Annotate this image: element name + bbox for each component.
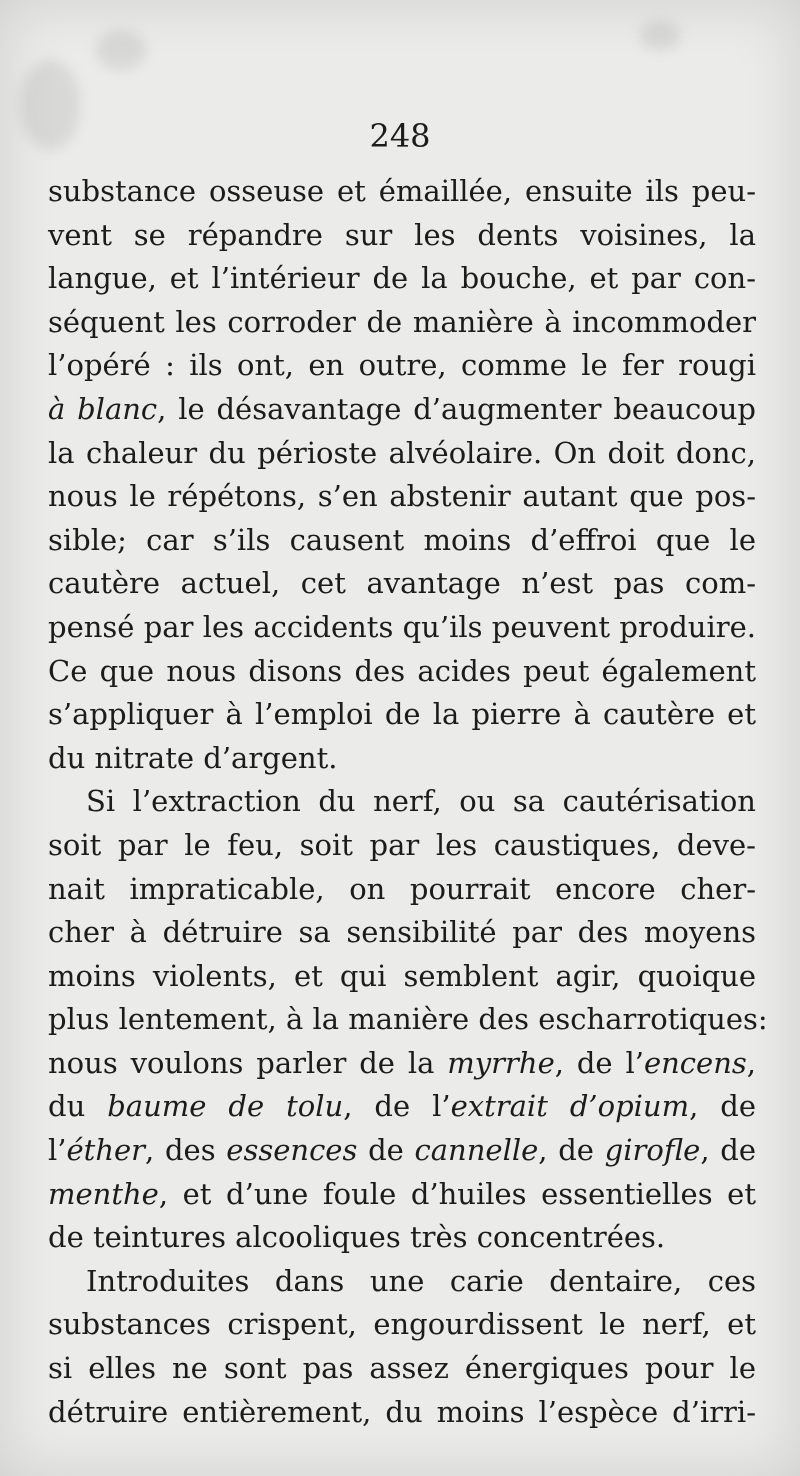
text-line <box>48 868 756 912</box>
italic-text: essences <box>226 1133 358 1168</box>
text-line <box>48 170 756 214</box>
text-segment: l’ <box>48 1133 67 1168</box>
text-segment: moins violents, et qui semblent agir, quoique <box>48 958 756 993</box>
text-line <box>48 519 756 563</box>
text-segment: plus lentement, à la manière des escharrotiques: <box>48 1002 768 1037</box>
text-segment: nous voulons parler de la <box>48 1045 448 1080</box>
text-segment: Ce que nous disons des acides peut également <box>48 653 756 688</box>
text-segment: nous le répétons, s’en abstenir autant que pos- <box>48 479 756 514</box>
text-segment: , de l’ <box>554 1045 644 1080</box>
text-segment: Introduites dans une carie dentaire, ces <box>86 1263 756 1298</box>
text-line <box>48 737 756 781</box>
text-segment: la chaleur du périoste alvéolaire. On doit donc, <box>48 435 756 470</box>
text-segment: vent se répandre sur les dents voisines, la <box>48 217 756 252</box>
italic-text: éther <box>66 1133 146 1168</box>
text-segment: détruire entièrement, du moins l’espèce d’irri- <box>48 1394 756 1429</box>
text-line <box>48 998 768 1042</box>
text-line <box>48 1173 756 1217</box>
italic-text: cannelle <box>414 1133 539 1168</box>
text-line <box>48 1303 756 1347</box>
text-segment: , de <box>689 1089 757 1124</box>
italic-text: à blanc <box>48 391 158 426</box>
text-line <box>48 606 756 650</box>
text-line <box>48 1042 756 1086</box>
text-line <box>48 1216 756 1260</box>
text-line <box>48 911 756 955</box>
text-segment: nait impraticable, on pourrait encore cher- <box>48 871 756 906</box>
text-segment: substances crispent, engourdissent le nerf, et <box>48 1307 756 1342</box>
page-stain <box>96 30 146 70</box>
text-segment: de teintures alcooliques très concentrées. <box>48 1220 666 1255</box>
text-line <box>48 432 756 476</box>
italic-text: menthe <box>48 1176 159 1211</box>
text-line <box>48 344 756 388</box>
text-segment: , et d’une foule d’huiles essentielles et <box>158 1176 756 1211</box>
text-line <box>48 475 756 519</box>
text-segment: si elles ne sont pas assez énergiques pour le <box>48 1351 756 1386</box>
text-segment: , le désavantage d’augmenter beaucoup <box>157 391 756 426</box>
text-segment: langue, et l’intérieur de la bouche, et par con- <box>48 261 756 296</box>
italic-text: encens <box>643 1045 747 1080</box>
text-line <box>48 1129 756 1173</box>
text-line <box>48 650 756 694</box>
text-segment: , des <box>145 1133 227 1168</box>
text-line <box>48 780 756 824</box>
text-line <box>48 214 756 258</box>
text-line <box>48 693 756 737</box>
text-segment: soit par le feu, soit par les caustiques, deve- <box>48 827 756 862</box>
text-segment: , de <box>538 1133 605 1168</box>
italic-text: extrait d’opium <box>450 1089 690 1124</box>
text-line <box>48 955 756 999</box>
text-line <box>48 1347 756 1391</box>
text-segment: , de l’ <box>343 1089 451 1124</box>
text-segment: du <box>48 1089 108 1124</box>
text-segment: pensé par les accidents qu’ils peuvent produire. <box>48 609 756 644</box>
text-line <box>48 1391 756 1435</box>
page-number: 248 <box>369 117 431 155</box>
text-segment: , <box>746 1045 756 1080</box>
text-segment: sible; car s’ils causent moins d’effroi que le <box>48 522 756 557</box>
text-segment: cautère actuel, cet avantage n’est pas com- <box>48 566 756 601</box>
text-segment: de <box>357 1133 415 1168</box>
text-segment: l’opéré : ils ont, en outre, comme le fer rougi <box>48 348 756 383</box>
text-segment: séquent les corroder de manière à incommoder <box>48 304 756 339</box>
text-segment: , de <box>700 1133 756 1168</box>
text-line <box>48 1260 756 1304</box>
italic-text: myrrhe <box>447 1045 555 1080</box>
page-stain <box>640 20 680 50</box>
text-segment: Si l’extraction du nerf, ou sa cautérisation <box>86 784 756 819</box>
text-line <box>48 824 756 868</box>
text-line <box>48 388 756 432</box>
italic-text: girofle <box>604 1133 701 1168</box>
text-line <box>48 1085 756 1129</box>
text-line <box>48 257 756 301</box>
text-line <box>48 562 756 606</box>
text-segment: substance osseuse et émaillée, ensuite ils peu- <box>48 174 756 208</box>
text-segment: s’appliquer à l’emploi de la pierre à cautère et <box>48 697 756 732</box>
italic-text: baume de tolu <box>107 1089 344 1124</box>
text-segment: cher à détruire sa sensibilité par des moyens <box>48 915 756 950</box>
text-segment: du nitrate d’argent. <box>48 740 338 775</box>
body-text <box>48 170 768 1434</box>
text-line <box>48 301 756 345</box>
